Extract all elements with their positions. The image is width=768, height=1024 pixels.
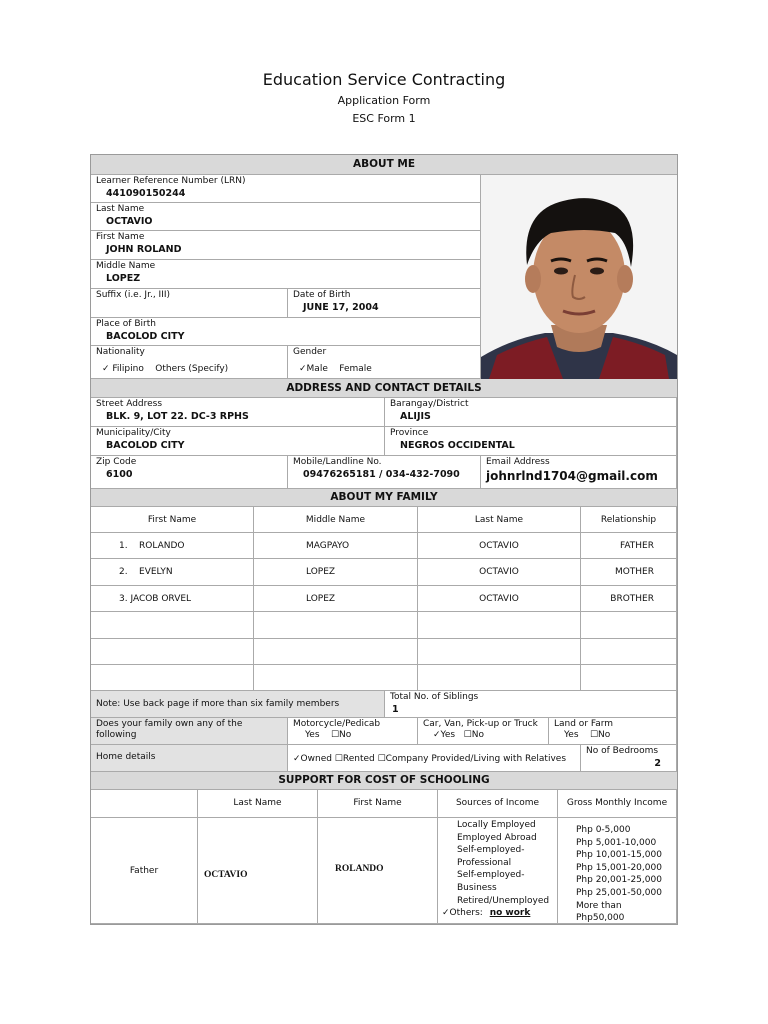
municipality-cell [91, 427, 385, 456]
family-row-1-last[interactable]: OCTAVIO [418, 533, 581, 559]
family-row-5-relationship[interactable] [581, 639, 677, 665]
province-cell [385, 427, 677, 456]
family-row-5-middle[interactable] [254, 639, 418, 665]
family-row-4-middle[interactable] [254, 612, 418, 639]
siblings-cell [385, 691, 677, 718]
income-sources-list [438, 818, 558, 924]
dob-cell [288, 289, 481, 318]
street-cell [91, 398, 385, 427]
mobile-label: Mobile/Landline No. [293, 457, 382, 467]
email-field[interactable]: johnrlnd1704@gmail.com [486, 469, 658, 483]
nationality-label: Nationality [96, 347, 145, 357]
income-source-others[interactable] [442, 907, 553, 920]
family-note: Note: Use back page if more than six family members [91, 691, 385, 718]
portrait-image [481, 175, 677, 379]
motorcycle-options[interactable]: Yes ☐No [305, 730, 352, 740]
province-label: Province [390, 428, 429, 438]
suffix-label: Suffix (i.e. Jr., III) [96, 290, 171, 300]
family-row-3-first[interactable]: 3. JACOB ORVEL [91, 586, 254, 612]
land-cell [549, 718, 677, 745]
mobile-field[interactable]: 09476265181 / 034-432-7090 [303, 469, 460, 480]
car-label: Car, Van, Pick-up or Truck [423, 719, 538, 729]
home-options[interactable]: ✓Owned ☐Rented ☐Company Provided/Living with Relatives [288, 745, 581, 772]
ownership-question: Does your family own any of the following [91, 718, 288, 745]
application-form [90, 154, 678, 925]
family-header-middle-name: Middle Name [254, 507, 418, 533]
family-row-6-first[interactable] [91, 665, 254, 691]
email-cell [481, 456, 677, 489]
zip-field[interactable]: 6100 [106, 469, 133, 480]
car-options[interactable]: ✓Yes ☐No [433, 730, 484, 740]
last-name-cell [91, 203, 481, 231]
last-name-label: Last Name [96, 204, 145, 214]
income-bracket-5[interactable]: Php 20,001-25,000 [576, 875, 662, 886]
province-field[interactable]: NEGROS OCCIDENTAL [400, 440, 515, 451]
family-row-2-relationship[interactable]: MOTHER [581, 559, 677, 586]
home-details-label: Home details [91, 745, 288, 772]
family-row-6-relationship[interactable] [581, 665, 677, 691]
support-header-income-sources: Sources of Income [438, 790, 558, 818]
form-title: Education Service Contracting [262, 70, 506, 89]
barangay-cell [385, 398, 677, 427]
income-source-business: Business [457, 882, 497, 893]
mobile-cell [288, 456, 481, 489]
lrn-cell [91, 175, 481, 203]
siblings-field[interactable]: 1 [392, 704, 399, 715]
suffix-cell[interactable] [91, 289, 288, 318]
bedrooms-label: No of Bedrooms [586, 746, 659, 756]
section-support: SUPPORT FOR COST OF SCHOOLING [91, 772, 677, 790]
support-header-blank [91, 790, 198, 818]
income-source-self-employed-2[interactable]: Self-employed- [457, 870, 525, 881]
family-row-6-last[interactable] [418, 665, 581, 691]
form-code: ESC Form 1 [352, 112, 416, 125]
motorcycle-label: Motorcycle/Pedicab [293, 719, 381, 729]
others-value[interactable]: no work [489, 908, 531, 919]
barangay-label: Barangay/District [390, 399, 469, 409]
family-row-2-first[interactable]: 2. EVELYN [91, 559, 254, 586]
income-source-professional: Professional [457, 857, 512, 868]
gender-label: Gender [293, 347, 327, 357]
income-source-employed-abroad[interactable]: Employed Abroad [457, 832, 537, 843]
support-header-gross-income: Gross Monthly Income [558, 790, 677, 818]
nationality-options[interactable]: ✓ Filipino Others (Specify) [102, 364, 229, 374]
land-label: Land or Farm [554, 719, 614, 729]
family-row-4-first[interactable] [91, 612, 254, 639]
family-row-5-last[interactable] [418, 639, 581, 665]
land-options[interactable]: Yes ☐No [564, 730, 611, 740]
middle-name-cell [91, 260, 481, 289]
income-bracket-1[interactable]: Php 0-5,000 [576, 825, 631, 835]
pob-cell [91, 318, 481, 346]
zip-cell [91, 456, 288, 489]
nationality-cell [91, 346, 288, 379]
bedrooms-field[interactable]: 2 [654, 758, 661, 769]
municipality-label: Municipality/City [96, 428, 171, 438]
income-source-locally-employed[interactable]: Locally Employed [457, 820, 536, 830]
middle-name-label: Middle Name [96, 261, 156, 271]
family-header-relationship: Relationship [581, 507, 677, 533]
family-row-2-last[interactable]: OCTAVIO [418, 559, 581, 586]
section-address: ADDRESS AND CONTACT DETAILS [91, 379, 677, 398]
income-bracket-3[interactable]: Php 10,001-15,000 [576, 850, 662, 861]
family-row-3-relationship[interactable]: BROTHER [581, 586, 677, 612]
family-header-last-name: Last Name [418, 507, 581, 533]
barangay-field[interactable]: ALIJIS [400, 411, 431, 422]
support-header-last-name: Last Name [198, 790, 318, 818]
father-first-name[interactable]: ROLANDO [318, 818, 438, 924]
dob-label: Date of Birth [293, 290, 351, 300]
income-bracket-7[interactable]: More than Php50,000 [576, 900, 625, 924]
first-name-cell [91, 231, 481, 260]
car-cell [418, 718, 549, 745]
email-label: Email Address [486, 457, 550, 467]
others-checkbox-label: ✓Others: [442, 908, 483, 919]
income-brackets-list [558, 818, 677, 924]
family-header-first-name: First Name [91, 507, 254, 533]
dob-field[interactable]: JUNE 17, 2004 [303, 302, 379, 313]
pob-label: Place of Birth [96, 319, 156, 329]
last-name-field[interactable]: OCTAVIO [106, 216, 153, 227]
applicant-photo [481, 175, 677, 379]
family-row-6-middle[interactable] [254, 665, 418, 691]
father-last-name[interactable]: OCTAVIO [198, 818, 318, 924]
zip-label: Zip Code [96, 457, 137, 467]
lrn-field[interactable]: 441090150244 [106, 188, 186, 199]
father-label: Father [91, 818, 198, 924]
income-bracket-6[interactable]: Php 25,001-50,000 [576, 887, 662, 898]
section-family: ABOUT MY FAMILY [91, 489, 677, 507]
support-header-first-name: First Name [318, 790, 438, 818]
first-name-field[interactable]: JOHN ROLAND [106, 244, 182, 255]
gender-cell [288, 346, 481, 379]
street-field[interactable]: BLK. 9, LOT 22. DC-3 RPHS [106, 411, 249, 422]
income-source-self-employed-1[interactable]: Self-employed- [457, 845, 525, 856]
income-bracket-2[interactable]: Php 5,001-10,000 [576, 837, 657, 848]
income-bracket-4[interactable]: Php 15,001-20,000 [576, 862, 662, 873]
family-row-1-relationship[interactable]: FATHER [581, 533, 677, 559]
family-row-4-relationship[interactable] [581, 612, 677, 639]
family-row-1-first[interactable]: 1. ROLANDO [91, 533, 254, 559]
family-row-2-middle[interactable]: LOPEZ [254, 559, 418, 586]
municipality-field[interactable]: BACOLOD CITY [106, 440, 185, 451]
family-row-3-last[interactable]: OCTAVIO [418, 586, 581, 612]
motorcycle-cell [288, 718, 418, 745]
family-row-3-middle[interactable]: LOPEZ [254, 586, 418, 612]
family-row-4-last[interactable] [418, 612, 581, 639]
street-label: Street Address [96, 399, 163, 409]
lrn-label: Learner Reference Number (LRN) [96, 176, 246, 186]
siblings-label: Total No. of Siblings [390, 692, 479, 702]
family-row-5-first[interactable] [91, 639, 254, 665]
first-name-label: First Name [96, 232, 145, 242]
pob-field[interactable]: BACOLOD CITY [106, 331, 185, 342]
income-source-retired[interactable]: Retired/Unemployed [457, 895, 550, 906]
gender-options[interactable]: ✓Male Female [299, 364, 372, 374]
middle-name-field[interactable]: LOPEZ [106, 273, 141, 284]
bedrooms-cell [581, 745, 677, 772]
form-subtitle: Application Form [337, 94, 431, 107]
family-row-1-middle[interactable]: MAGPAYO [254, 533, 418, 559]
section-about-me: ABOUT ME [91, 155, 677, 175]
